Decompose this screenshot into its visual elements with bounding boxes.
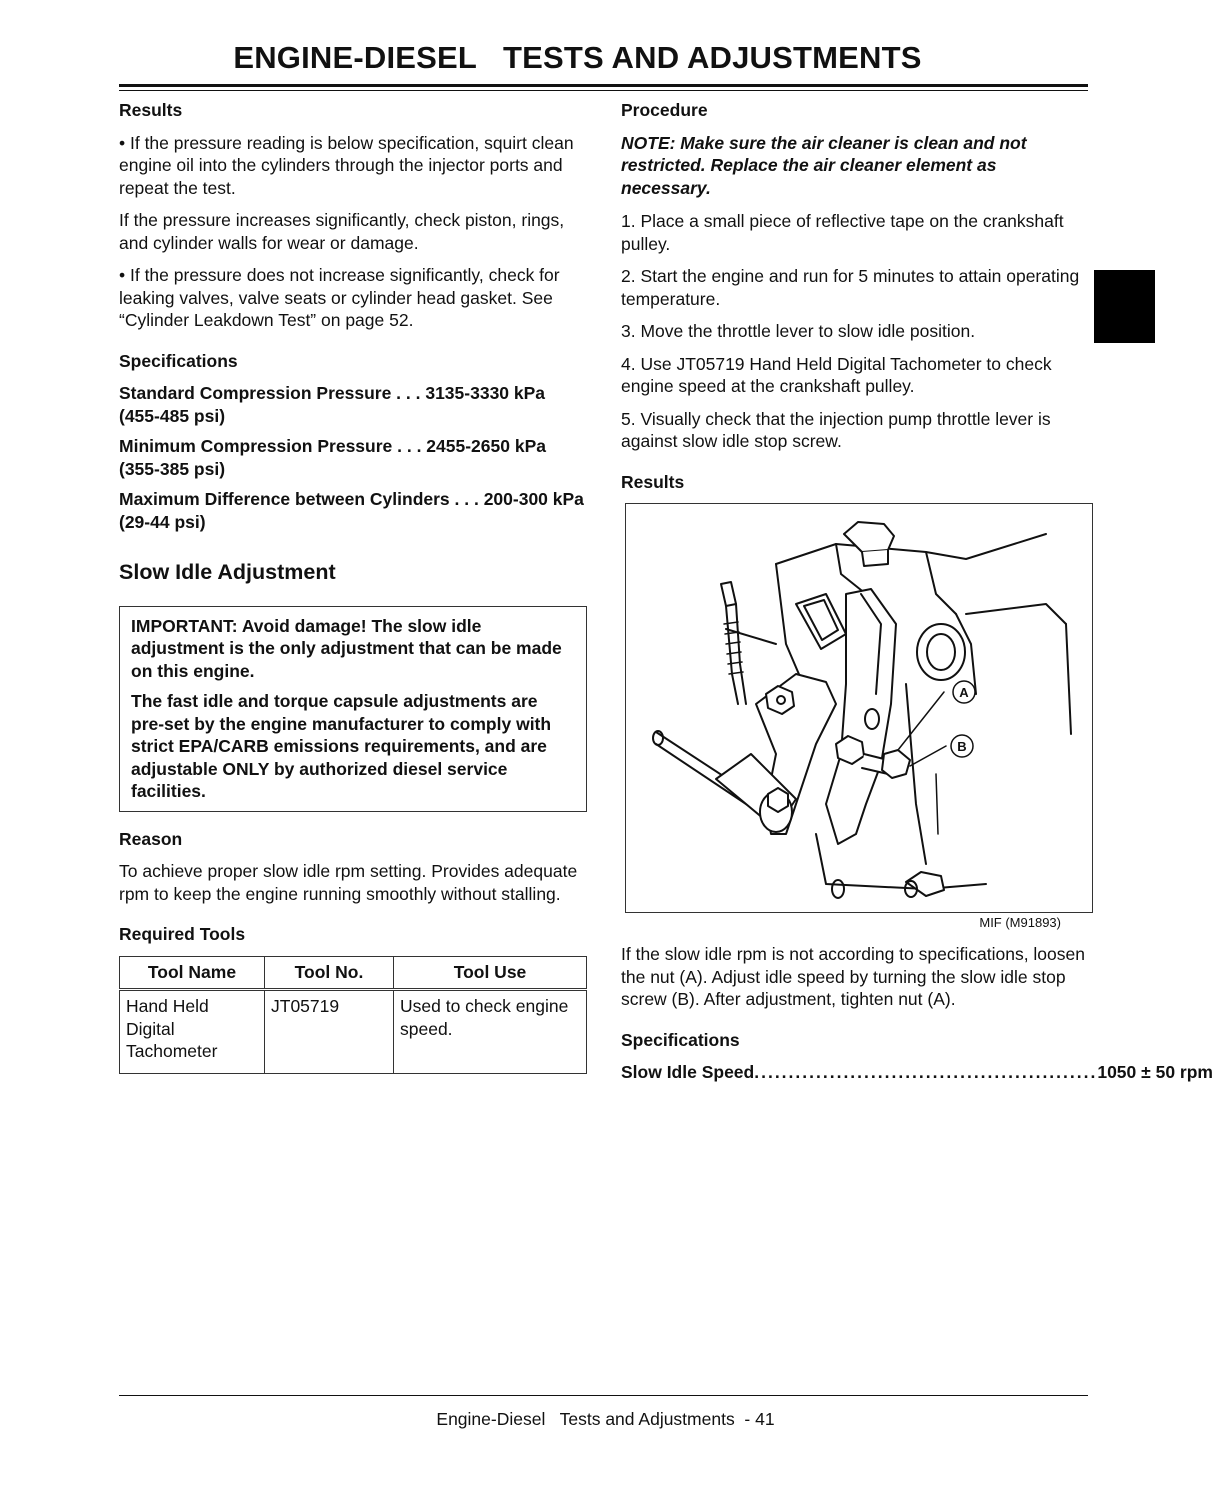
section-title: Slow Idle Adjustment [119,560,336,584]
throttle-linkage-illustration [626,504,1092,912]
procedure-step: 2. Start the engine and run for 5 minutes to attain operating temperature. [621,266,1080,309]
procedure-step: 4. Use JT05719 Hand Held Digital Tachometer to check engine speed at the crankshaft pulley. [621,353,1052,396]
note-text: NOTE: Make sure the air cleaner is clean and not restricted. Replace the air cleaner element as necessary. [621,132,1027,198]
slow-idle-label: Slow Idle Speed [621,1062,755,1082]
table-cell: JT05719 [265,990,394,1074]
adjust-text: If the slow idle rpm is not according to specifications, loosen the nut (A). Adjust idle speed by turning the slow idle stop screw (B). After adjustment, tighten nut (A). [621,944,1085,1009]
results-heading: Results [621,471,685,492]
footer-rule [119,1395,1088,1396]
procedure-step: 5. Visually check that the injection pump throttle lever is against slow idle stop screw. [621,408,1051,451]
procedure-heading: Procedure [621,100,708,120]
spec-standard-compression: Standard Compression Pressure . . . 3135-3330 kPa (455-485 psi) [119,383,546,426]
reason-heading: Reason [119,828,183,849]
results-heading: Results [119,100,183,120]
table-header-cell: Tool Name [120,956,265,990]
table-header-cell: Tool Use [394,956,587,990]
specifications-heading: Specifications [621,1029,740,1050]
results-paragraph: • If the pressure reading is below specification, squirt clean engine oil into the cylinders through the injector ports and repeat the test. [119,132,574,198]
throttle-linkage-figure [625,503,1093,913]
procedure-step: 1. Place a small piece of reflective tape on the crankshaft pulley. [621,211,1064,254]
slow-idle-spec [621,1061,1213,1084]
table-cell: Used to check engine speed. [394,990,587,1074]
results-paragraph: • If the pressure does not increase significantly, check for leaking valves, valve seats or cylinder head gasket. See “Cylinder Leakdown Test” on page 52. [119,265,560,330]
required-tools-table [119,956,587,1074]
procedure-step: 3. Move the throttle lever to slow idle position. [621,321,976,341]
results-paragraph: If the pressure increases significantly, check piston, rings, and cylinder walls for wear or damage. [119,210,565,253]
page-footer: Engine-Diesel Tests and Adjustments - 41 [436,1409,775,1429]
table-header-row [120,956,587,990]
spec-max-difference: Maximum Difference between Cylinders . . . 200-300 kPa (29-44 psi) [119,489,584,532]
slow-idle-value: 1050 ± 50 rpm [1097,1062,1213,1082]
left-column [119,99,587,1074]
header-rule-thin [119,90,1088,91]
header-rule [119,84,1088,87]
section-tab-marker [1094,270,1155,343]
important-text: IMPORTANT: Avoid damage! The slow idle adjustment is the only adjustment that can be made on this engine. [131,615,562,681]
callout-a-label: A [959,685,969,700]
figure-caption: MIF (M91893) [979,915,1061,930]
required-tools-heading: Required Tools [119,924,246,944]
specifications-heading: Specifications [119,350,238,371]
table-header-cell: Tool No. [265,956,394,990]
right-column [621,99,1213,1084]
reason-text: To achieve proper slow idle rpm setting. Provides adequate rpm to keep the engine running smoothly without stalling. [119,861,578,904]
important-text: The fast idle and torque capsule adjustments are pre-set by the engine manufacturer to comply with strict EPA/CARB emissions requirements, and are adjustable ONLY by authorized diesel service facilities. [131,691,552,801]
callout-b-label: B [957,739,967,754]
spec-minimum-compression: Minimum Compression Pressure . . . 2455-2650 kPa (355-385 psi) [119,436,546,479]
important-notice [119,606,587,812]
table-row [120,990,587,1074]
leader-dots: .................................................. [754,1062,1098,1082]
table-cell: Hand Held Digital Tachometer [120,990,265,1074]
page-title: ENGINE-DIESEL TESTS AND ADJUSTMENTS [233,40,922,75]
